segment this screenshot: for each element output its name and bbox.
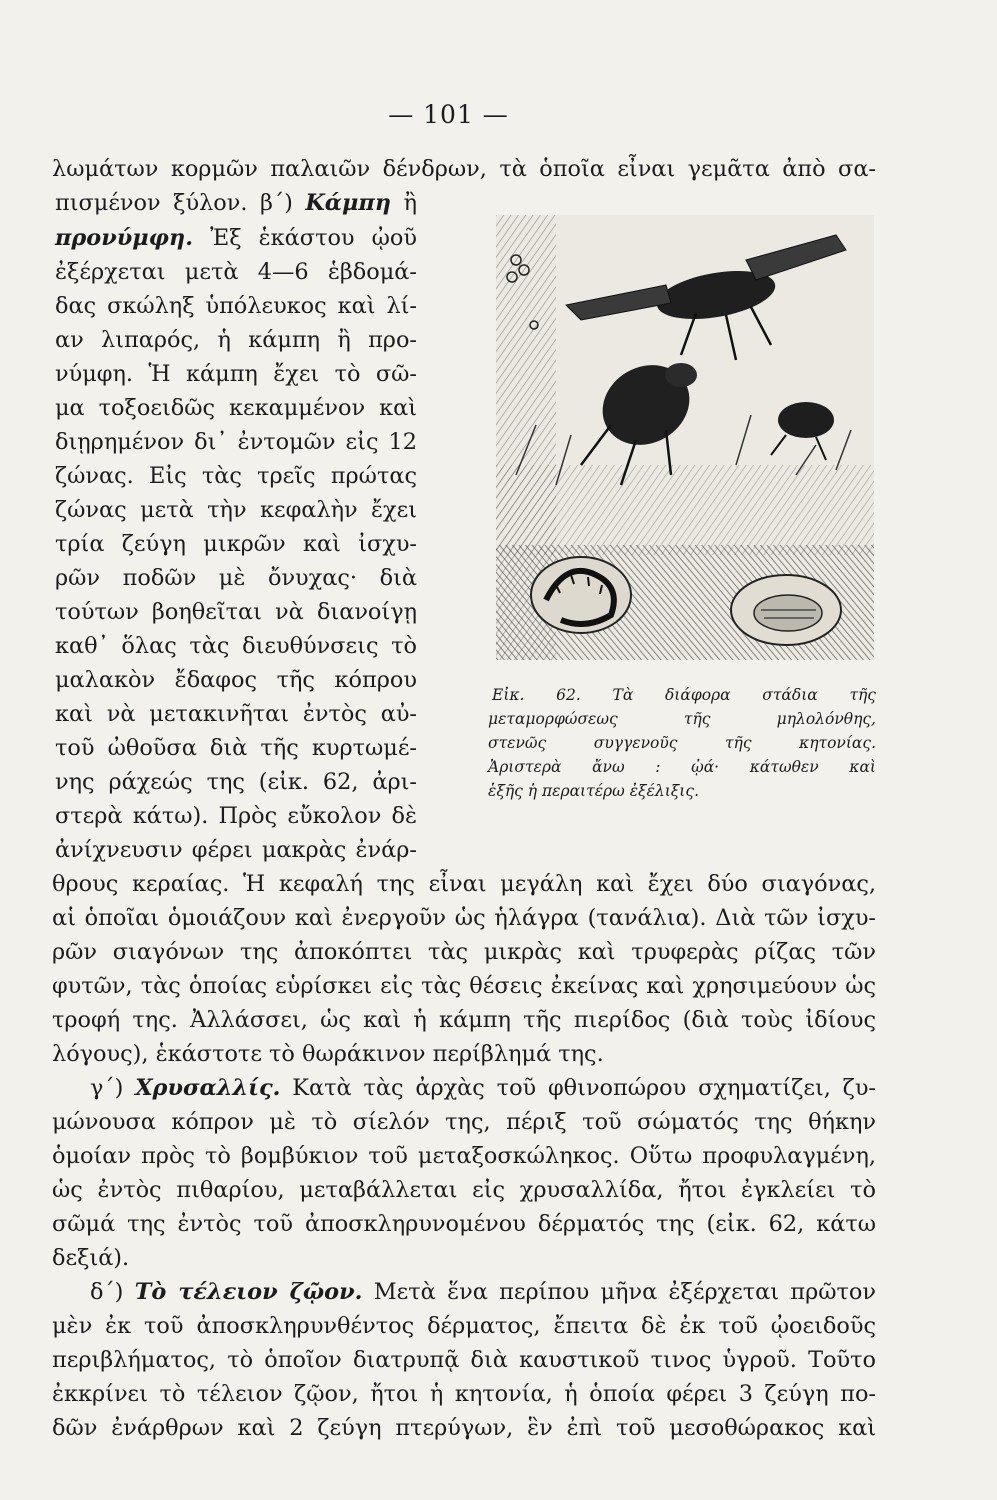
text-line: νύμφη. Ἡ κάμπη ἔχει τὸ σῶ- xyxy=(55,361,417,387)
text-line: αν λιπαρός, ἡ κάμπη ἢ προ- xyxy=(55,327,417,353)
text-line: διῃρημένον δι᾽ ἐντομῶν εἰς 12 xyxy=(55,429,417,455)
figure-caption xyxy=(488,683,876,803)
text-line: μώνουσα κόπρον μὲ τὸ σίελόν της, πέριξ τοῦ σώματός της θήκην xyxy=(52,1109,876,1135)
figure-62-illustration xyxy=(496,215,874,660)
text-line: λωμάτων κορμῶν παλαιῶν δένδρων, τὰ ὁποῖα εἶναι γεμᾶτα ἀπὸ σα- xyxy=(52,156,876,182)
heading-chrysallis: Χρυσαλλίς. xyxy=(135,1075,281,1101)
caption-line: Ἀριστερὰ ἄνω : ᾠά· κάτωθεν καὶ xyxy=(488,758,876,776)
text-line: ζώνας μετὰ τὴν κεφαλὴν ἔχει xyxy=(55,497,417,523)
caption-line: μεταμορφώσεως τῆς μηλολόνθης, xyxy=(488,710,876,728)
text-line: τούτων βοηθεῖται νὰ διανοίγῃ xyxy=(55,599,417,625)
beetle-life-stages-icon xyxy=(496,215,874,660)
caption-line: ἑξῆς ἡ περαιτέρω ἐξέλιξις. xyxy=(488,782,699,800)
text-line: καθ᾽ ὅλας τὰς διευθύνσεις τὸ xyxy=(55,633,417,659)
page-number: — 101 — xyxy=(388,100,509,129)
text-line: λόγους), ἑκάστοτε τὸ θωράκινον περίβλημά της. xyxy=(52,1041,604,1067)
text-line: ἀνίχνευσιν φέρει μακρὰς ἐνάρ- xyxy=(55,837,417,863)
text-line: τοῦ ὠθοῦσα διὰ τῆς κυρτωμέ- xyxy=(55,735,417,761)
text-line: δεξιά). xyxy=(52,1245,130,1271)
text-line: μαλακὸν ἔδαφος τῆς κόπρου xyxy=(55,667,417,693)
heading-teleion-zoon: Τὸ τέλειον ζῷον. xyxy=(134,1279,363,1305)
text-line: τρία ζεύγη μικρῶν καὶ ἰσχυ- xyxy=(55,531,417,557)
text-line: πισμένον ξύλον. β΄) Κάμπη ἢ xyxy=(55,190,417,216)
text-line: προνύμφη. Ἐξ ἑκάστου ᾠοῦ xyxy=(55,225,417,251)
heading-pronymfi: προνύμφη. xyxy=(55,225,194,251)
text-line: τροφή της. Ἀλλάσσει, ὡς καὶ ἡ κάμπη τῆς πιερίδος (διὰ τοὺς ἰδίους xyxy=(52,1007,876,1033)
text-line: ρῶν ποδῶν μὲ ὄνυχας· διὰ xyxy=(55,565,417,591)
text-line: γ΄) Χρυσαλλίς. Κατὰ τὰς ἀρχὰς τοῦ φθινοπώρου σχηματίζει, ζυ- xyxy=(90,1075,876,1101)
text-line: ἐκκρίνει τὸ τέλειον ζῷον, ἤτοι ἡ κητονία, ἡ ὁποία φέρει 3 ζεύγη πο- xyxy=(52,1381,876,1407)
text-line: δῶν ἐνάρθρων καὶ 2 ζεύγη πτερύγων, ἓν ἐπὶ τοῦ μεσοθώρακος καὶ xyxy=(52,1415,876,1441)
text-line: ὡς ἐντὸς πιθαρίου, μεταβάλλεται εἰς χρυσαλλίδα, ἤτοι ἐγκλείει τὸ xyxy=(52,1177,876,1203)
text-line: ζώνας. Εἰς τὰς τρεῖς πρώτας xyxy=(55,463,417,489)
caption-line: Εἰκ. 62. Τὰ διάφορα στάδια τῆς xyxy=(492,686,876,704)
heading-kampi: Κάμπη xyxy=(305,190,392,216)
text-line: δ΄) Τὸ τέλειον ζῷον. Μετὰ ἕνα περίπου μῆνα ἐξέρχεται πρῶτον xyxy=(90,1279,876,1305)
text-line: περιβλήματος, τὸ ὁποῖον διατρυπᾷ διὰ καυστικοῦ τινος ὑγροῦ. Τοῦτο xyxy=(52,1347,876,1373)
text-line: δας σκώληξ ὑπόλευκος καὶ λί- xyxy=(55,293,417,319)
text-line: καὶ νὰ μετακινῆται ἐντὸς αὐ- xyxy=(55,701,417,727)
text-line: ὁμοίαν πρὸς τὸ βομβύκιον τοῦ μεταξοσκώληκος. Οὕτω προφυλαγμένη, xyxy=(52,1143,876,1169)
text-line: θρους κεραίας. Ἡ κεφαλή της εἶναι μεγάλη καὶ ἔχει δύο σιαγόνας, xyxy=(52,871,876,897)
text-line: μα τοξοειδῶς κεκαμμένον καὶ xyxy=(55,395,417,421)
text-line: ρῶν σιαγόνων της ἀποκόπτει τὰς μικρὰς καὶ τρυφερὰς ρίζας τῶν xyxy=(52,939,876,965)
caption-line: στενῶς συγγενοῦς τῆς κητονίας. xyxy=(488,734,876,752)
text-line: αἱ ὁποῖαι ὁμοιάζουν καὶ ἐνεργοῦν ὡς ἡλάγρα (τανάλια). Διὰ τῶν ἰσχυ- xyxy=(52,905,876,931)
text-line: στερὰ κάτω). Πρὸς εὔκολον δὲ xyxy=(55,803,417,829)
text-line: μὲν ἐκ τοῦ ἀποσκληρυνθέντος δέρματος, ἔπειτα δὲ ἐκ τοῦ ᾠοειδοῦς xyxy=(52,1313,876,1339)
text-line: νης ράχεώς της (εἰκ. 62, ἀρι- xyxy=(55,769,417,795)
text-line: φυτῶν, τὰς ὁποίας εὑρίσκει εἰς τὰς θέσεις ἐκείνας καὶ χρησιμεύουν ὡς xyxy=(52,973,876,999)
text-line: ἐξέρχεται μετὰ 4—6 ἑβδομά- xyxy=(55,259,417,285)
text-line: σῶμά της ἐντὸς τοῦ ἀποσκληρυνομένου δέρματός της (εἰκ. 62, κάτω xyxy=(52,1211,876,1237)
